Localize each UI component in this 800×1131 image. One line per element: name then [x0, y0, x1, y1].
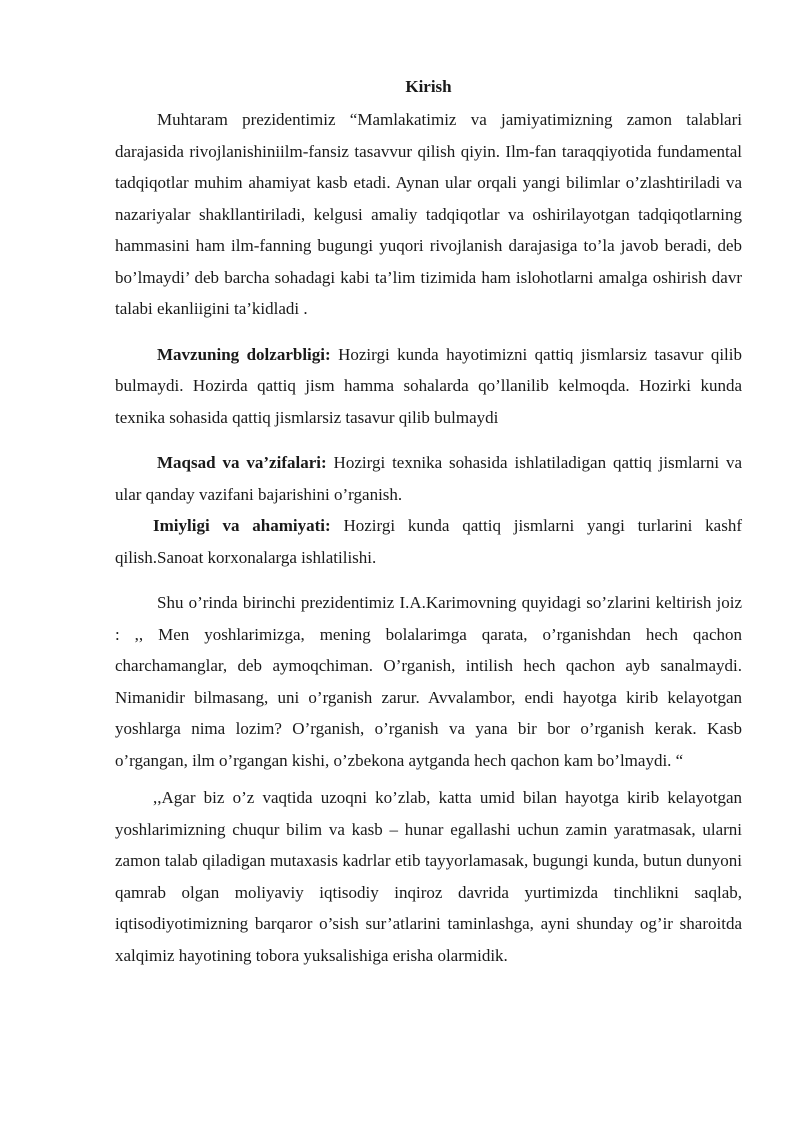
intro-paragraph: Muhtaram prezidentimiz “Mamlakatimiz va jamiyatimizning zamon talablari darajasida rivojlanishiniilm-fansiz tasavvur qilish qiyin. Ilm-fan taraqqiyotida fundamental tadqiqotlar muhim ahamiyat kasb etadi. Aynan ular orqali yangi bilimlar o’zlashtiriladi va nazariyalar shakllantiriladi, kelgusi amaliy tadqiqotlar va oshirilayotgan tadqiqotlarning hammasini ham ilm-fanning bugungi yuqori rivojlanish darajasiga to’la javob beradi, deb bo’lmaydi’ deb barcha sohadagi kabi ta’lim tizimida ham islohotlarni amalga oshirish davr talabi ekanliigini ta’kidladi . — [115, 110, 742, 318]
significance-text: Hozirgi kunda qattiq jismlarni yangi turlarini kashf qilish.Sanoat korxonalarga ishlatilishi. — [115, 516, 742, 567]
quote-paragraph-2: ,,Agar biz o’z vaqtida uzoqni ko’zlab, katta umid bilan hayotga kirib kelayotgan yoshlarimizning chuqur bilim va kasb – hunar egallashi uchun zamin yaratmasak, ularni zamon talab qiladigan mutaxasis kadrlar etib tayyorlamasak, bugungi kunda, butun dunyoni qamrab olgan moliyaviy iqtisodiy inqiroz davrida yurtimizda tinchlikni saqlab, iqtisodiyotimizning barqaror o’sish sur’atlarini taminlashga, ayni shunday og’ir sharoitda xalqimiz hayotining tobora yuksalishiga erisha olarmidik. — [115, 788, 742, 965]
significance-label: Imiyligi va ahamiyati: — [153, 516, 331, 535]
relevance-paragraph — [115, 339, 742, 434]
goals-paragraph — [115, 447, 742, 510]
quote-paragraph-1: Shu o’rinda birinchi prezidentimiz I.A.Karimovning quyidagi so’zlarini keltirish joiz : ,, Men yoshlarimizga, mening bolalarimga qarata, o’rganishdan hech qachon charchamanglar, deb aymoqchiman. O’rganish, intilish hech qachon ayb sanalmaydi. Nimanidir bilmasang, uni o’rganish zarur. Avvalambor, endi hayotga kirib kelayotgan yoshlarga nima lozim? O’rganish, o’rganish va yana bir bor o’rganish kerak. Kasb o’rgangan, ilm o’rgangan kishi, o’zbekona aytganda hech qachon kam bo’lmaydi. “ — [115, 593, 742, 770]
document-body — [115, 74, 742, 971]
relevance-label: Mavzuning dolzarbligi: — [157, 344, 331, 364]
significance-paragraph — [115, 510, 742, 573]
goals-label: Maqsad va va’zifalari: — [157, 453, 327, 472]
page-title: Kirish — [405, 77, 452, 96]
relevance-text: Hozirgi kunda hayotimizni qattiq jismlarsiz tasavur qilib bulmaydi. Hozirda qattiq jism hamma sohalarda qo’llanilib kelmoqda. Hozirki kunda texnika sohasida qattiq jismlarsiz tasavur qilib bulmaydi — [115, 344, 743, 427]
goals-text: Hozirgi texnika sohasida ishlatiladigan qattiq jismlarni va ular qanday vazifani bajarishini o’rganish. — [115, 453, 742, 504]
